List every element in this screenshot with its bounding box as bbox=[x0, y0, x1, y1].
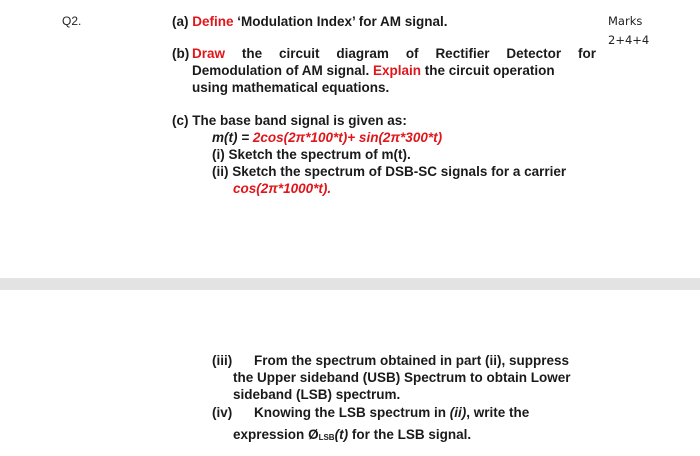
page-separator bbox=[0, 278, 700, 290]
part-iv-line-2 bbox=[233, 426, 471, 446]
part-iv-line-2-before: expression bbox=[233, 427, 305, 442]
marks-annotation bbox=[608, 12, 649, 50]
phi-symbol: Ø bbox=[308, 427, 319, 442]
part-b-line-1 bbox=[192, 45, 596, 62]
part-iv-label: (iv) bbox=[212, 405, 233, 420]
part-c-ii bbox=[212, 163, 566, 180]
part-c-signal-lhs: m(t) = bbox=[212, 130, 253, 145]
part-b-word: of bbox=[405, 46, 419, 61]
part-b-line-2-after: the circuit operation bbox=[424, 63, 555, 78]
part-b-label: (b) bbox=[172, 46, 190, 61]
part-iv-line-1-before: Knowing the LSB spectrum in bbox=[254, 405, 447, 420]
part-c-intro: (c) The base band signal is given as: bbox=[172, 113, 407, 128]
part-a-text: ‘Modulation Index’ for AM signal. bbox=[237, 14, 448, 29]
part-c-ii-label: (ii) bbox=[212, 164, 229, 179]
part-b-verb-draw: Draw bbox=[192, 46, 226, 61]
part-iii-line-1: From the spectrum obtained in part (ii), suppress bbox=[254, 353, 570, 368]
part-c-signal-rhs: 2cos(2π*100*t)+ sin(2π*300*t) bbox=[252, 130, 443, 145]
part-iv-line-1 bbox=[254, 404, 529, 421]
part-c-carrier: cos(2π*1000*t). bbox=[233, 181, 332, 196]
part-c-i-label: (i) bbox=[212, 147, 225, 162]
part-b-word: Rectifier bbox=[435, 46, 490, 61]
question-number: Q2. bbox=[62, 14, 82, 28]
part-iv-line-1-after: , write the bbox=[466, 405, 530, 420]
part-b-verb-explain: Explain bbox=[373, 63, 422, 78]
phi-argument: (t) bbox=[334, 427, 349, 442]
part-iii-label: (iii) bbox=[212, 353, 233, 368]
part-a-label: (a) bbox=[172, 14, 189, 29]
part-a bbox=[172, 13, 448, 30]
part-b-word: for bbox=[577, 46, 596, 61]
part-b-word: diagram bbox=[336, 46, 389, 61]
part-iii-line-2: the Upper sideband (USB) Spectrum to obtain Lower bbox=[233, 370, 571, 385]
part-b-line-2-before: Demodulation of AM signal. bbox=[192, 63, 370, 78]
part-c-signal bbox=[212, 129, 442, 146]
part-iv-ref: (ii) bbox=[449, 405, 467, 420]
part-b-word: Detector bbox=[506, 46, 562, 61]
part-b-word: the bbox=[241, 46, 263, 61]
marks-value: 2+4+4 bbox=[608, 33, 650, 47]
part-iv-line-2-after: for the LSB signal. bbox=[348, 427, 472, 442]
part-iii-line-3: sideband (LSB) spectrum. bbox=[233, 387, 401, 402]
part-c-i-text: Sketch the spectrum of m(t). bbox=[228, 147, 411, 162]
part-c-i bbox=[212, 146, 411, 163]
part-b-line-2 bbox=[192, 62, 555, 79]
part-b-line-3: using mathematical equations. bbox=[192, 80, 390, 95]
part-b-word: circuit bbox=[279, 46, 320, 61]
part-c-ii-text: Sketch the spectrum of DSB-SC signals for a carrier bbox=[232, 164, 567, 179]
phi-subscript: LSB bbox=[318, 433, 335, 442]
marks-label: Marks bbox=[608, 14, 643, 28]
part-a-verb: Define bbox=[192, 14, 234, 29]
